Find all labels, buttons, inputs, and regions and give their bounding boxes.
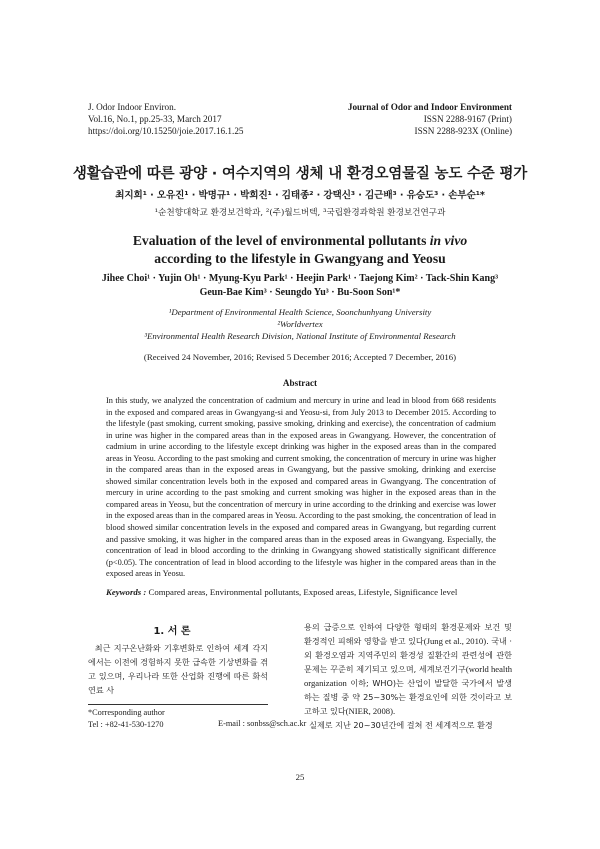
- english-title: [60, 232, 540, 268]
- volume-info: Vol.16, No.1, pp.25-33, March 2017: [88, 114, 222, 124]
- intro-left-text: 최근 지구온난화와 기후변화로 인하여 세계 각지에서는 이전에 경험하지 못한 급속한 기상변화를 겪고 있으며, 우리나라 또한 산업화 진행에 따른 화석연료 사: [88, 643, 268, 695]
- english-authors-line2: Geun-Bae Kim³ · Seungdo Yu³ · Bu-Soon Son¹*: [199, 287, 401, 298]
- journal-title: Journal of Odor and Indoor Environment: [347, 102, 512, 112]
- abstract-heading: Abstract: [282, 378, 318, 388]
- intro-right-column: [304, 620, 512, 732]
- journal-header-right: [252, 101, 512, 137]
- intro-p1-text-b: . 국내 · 외 환경오염과 지역주민의 환경성 질환간의 관련성에 관한 문제는 꾸준히 제기되고 있으며, 세계보건기구: [304, 636, 512, 674]
- intro-p1-text-c: 이하; WHO)는 산업이 발달한 국가에서 발생하는 질병 중 약 25~30%는 환경요인에 의한 것이라고 보고하고 있다: [304, 678, 512, 716]
- intro-left-column: [88, 641, 268, 697]
- korean-title: 생활습관에 따른 광양 · 여수지역의 생체 내 환경오염물질 농도 수준 평가: [72, 166, 528, 182]
- footnote-divider: [88, 704, 268, 705]
- korean-affiliations: ¹순천향대학교 환경보건학과, ²(주)월드버텍, ³국립환경과학원 환경보건연구과: [154, 208, 446, 218]
- keywords-list: Compared areas, Environmental pollutants, Exposed areas, Lifestyle, Significance level: [148, 587, 458, 597]
- citation-jung-2010: (Jung et al., 2010): [423, 636, 487, 646]
- corresponding-author-label: *Corresponding author: [88, 708, 165, 717]
- abstract-text: In this study, we analyzed the concentration of cadmium and mercury in urine and lead in blood from 668 residents in the exposed and compared areas in Gwangyang-si and Yeosu-si, from July 2013 to December 2015. According to the lifestyle (past smoking, current smoking, passive smoking, drinking and exercise), the concentration of cadmium in urine was higher in the compared areas than in the exposed areas in Gwangyang. However, the concentration of cadmium in urine according to the lifestyle except drinking was higher in the exposed areas than in the compared areas in Yeosu. According to the past smoking and current smoking, the concentration of mercury in urine was higher in the compared areas than in the exposed areas in Gwangyang, but the passive smoking, drinking and exercise showed similar concentration levels both in the exposed and compared areas in Gwangyang. The concentration of mercury in urine according to the past smoking and current smoking was higher in the exposed areas than in the compared areas in Yeosu, but the concentration of mercury in urine according to the drinking and exercise was lower in the exposed areas than in the compared areas in Yeosu. According to the past smoking, the concentration of lead in blood showed similar concentration levels in the exposed and compared areas in Gwangyang, but regarding current and passive smoking, it was higher in the compared areas than in the exposed areas in Gwangyang. Especially, the concentration of lead in blood according to the drinking in Gwangyang showed statistically significant difference (p<0.05). The concentration of lead in blood according to the lifestyle was higher in the compared areas than in the exposed areas in Yeosu.: [106, 396, 496, 579]
- page-number: 25: [295, 772, 305, 782]
- english-authors-line1: Jihee Choi¹ · Yujin Oh¹ · Myung-Kyu Park¹ · Heejin Park¹ · Taejong Kim² · Tack-Shin Kang³: [101, 273, 499, 284]
- doi-link[interactable]: https://doi.org/10.15250/joie.2017.16.1.25: [88, 126, 244, 136]
- affiliation-2: ²Worldvertex: [277, 319, 323, 330]
- intro-p1-end: .: [392, 706, 396, 716]
- corresponding-email[interactable]: E-mail : sonbss@sch.ac.kr: [218, 718, 307, 728]
- intro-paragraph-1: [304, 620, 512, 718]
- intro-paragraph-2: [304, 718, 512, 732]
- issn-print: ISSN 2288-9167 (Print): [423, 114, 512, 124]
- journal-abbrev: J. Odor Indoor Environ.: [88, 102, 177, 112]
- citation-nier-2008: (NIER, 2008): [345, 706, 393, 716]
- keywords-label: Keywords :: [106, 587, 147, 597]
- affiliation-3: ³Environmental Health Research Division, National Institute of Environmental Research: [144, 331, 456, 342]
- english-title-italic: in vivo: [429, 233, 468, 248]
- received-dates: (Received 24 November, 2016; Revised 5 December 2016; Accepted 7 December, 2016): [143, 352, 457, 362]
- korean-authors: 최지희¹ · 오유진¹ · 박명규¹ · 박희진¹ · 김태종² · 강택신³ · 김근배³ · 유승도³ · 손부순¹*: [115, 190, 485, 201]
- intro-p2-text: 실제로 지난 20~30년간에 걸쳐 전 세계적으로 환경: [309, 720, 493, 730]
- who-term: (world health organization: [304, 664, 513, 688]
- corresponding-tel: Tel : +82-41-530-1270: [88, 719, 164, 729]
- english-title-part1: Evaluation of the level of environmental pollutants: [132, 233, 427, 248]
- english-title-part2: according to the lifestyle in Gwangyang and Yeosu: [154, 251, 446, 266]
- keywords: [106, 587, 496, 597]
- issn-online: ISSN 2288-923X (Online): [414, 126, 512, 136]
- english-affiliations: [60, 306, 540, 343]
- english-authors: [60, 272, 540, 300]
- intro-p1-text-a: 용의 급증으로 인하여 다양한 형태의 환경문제와 보건 및 환경적인 피해와 영향을 받고 있다: [304, 622, 512, 646]
- affiliation-1: ¹Department of Environmental Health Science, Soonchunhyang University: [168, 307, 432, 317]
- section-heading-introduction: 1. 서 론: [153, 626, 191, 637]
